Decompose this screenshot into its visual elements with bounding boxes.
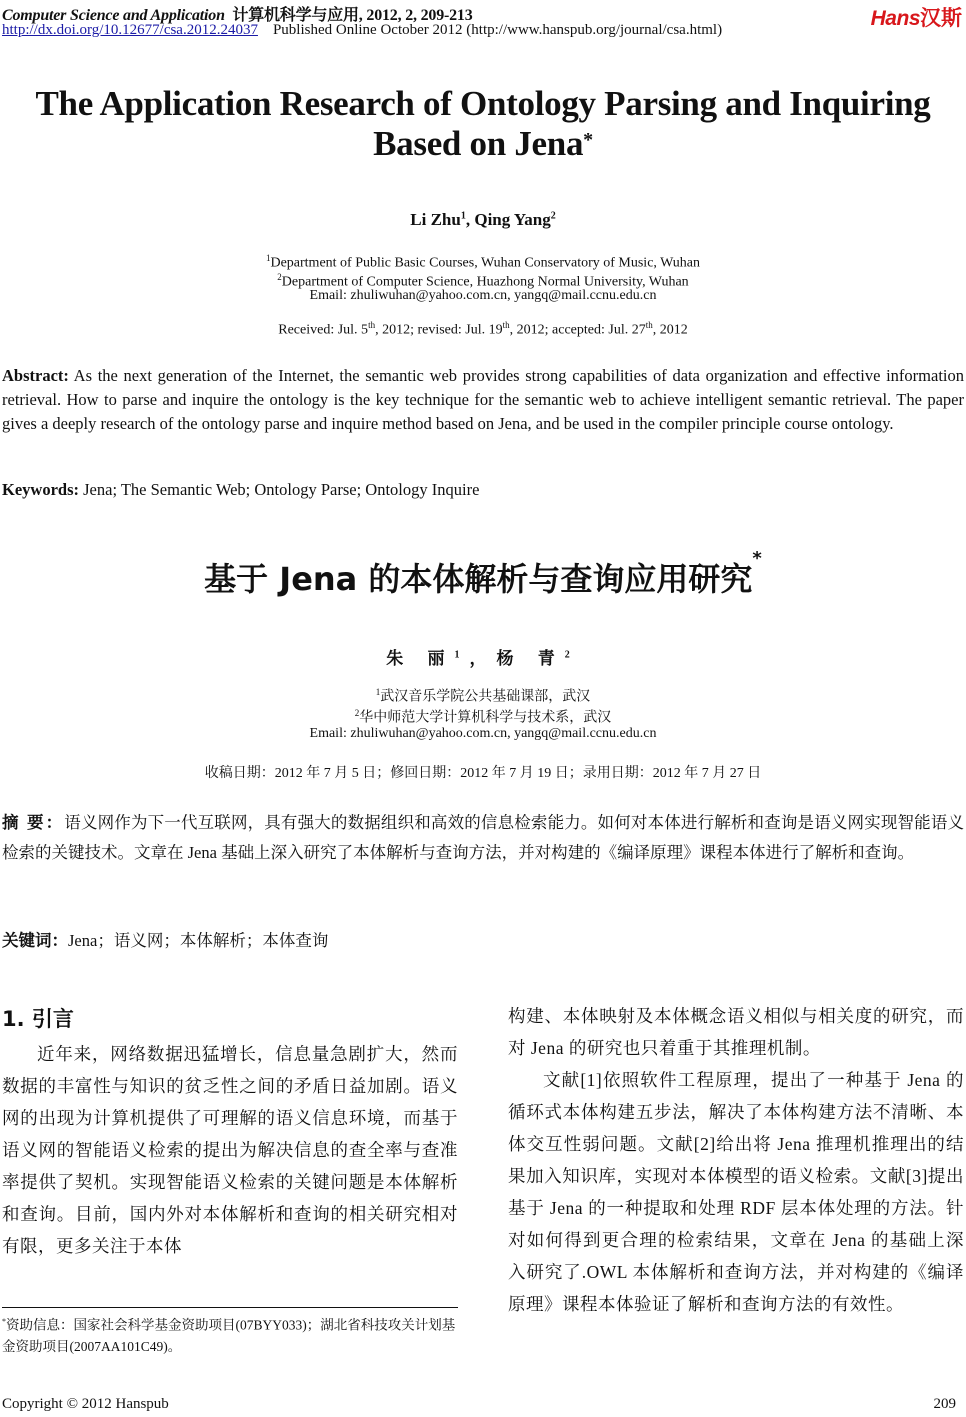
copyright: Copyright © 2012 Hanspub	[2, 1396, 169, 1412]
section-heading-introduction: 1. 引言	[2, 1007, 74, 1031]
paper-title-cn: 基于 Jena 的本体解析与查询应用研究*	[204, 548, 762, 598]
page-number: 209	[933, 1396, 956, 1412]
logo-latin: Hans	[870, 7, 920, 30]
title-cn-footnote-mark: *	[752, 548, 762, 569]
keywords-text: Jena; The Semantic Web; Ontology Parse; Ontology Inquire	[79, 480, 480, 499]
paper-title-en	[0, 84, 966, 164]
affiliation-cn-2: $^2$华中师范大学计算机科学与技术系，武汉	[354, 708, 612, 726]
affiliation-en-1: $^1$Department of Public Basic Courses, Wuhan Conservatory of Music, Wuhan	[265, 253, 701, 271]
abstract-cn	[2, 808, 964, 868]
abstract-label: Abstract:	[2, 366, 69, 385]
email-en: Email: zhuliwuhan@yahoo.com.cn, yangq@mail.ccnu.edu.cn	[309, 288, 657, 303]
footnote-funding: *资助信息：国家社会科学基金资助项目(07BYY033)；湖北省科技攻关计划基金资助项目(2007AA101C49)。	[2, 1317, 456, 1354]
email-cn: Email: zhuliwuhan@yahoo.com.cn, yangq@mail.ccnu.edu.cn	[309, 726, 657, 741]
journal-name-en: Computer Science and Application	[2, 7, 225, 24]
body-column-left	[2, 1030, 458, 1262]
received-dates-en: Received: Jul. 5th, 2012; revised: Jul. 19th, 2012; accepted: Jul. 27th, 2012	[278, 320, 688, 338]
paragraph: 文献[1]依照软件工程原理，提出了一种基于 Jena 的循环式本体构建五步法，解决了本体构建方法不清晰、本体交互性弱问题。文献[2]给出将 Jena 推理机推理出的结果加入知识库，实现对本体模型的语义检索。文献[3]提出基于 Jena 的一种提取和处理 RDF 层本体处理的方法。针对如何得到更合理的检索结果，文章在 Jena 的基础上深入研究了.OWL 本体解析和查询方法，并对构建的《编译原理》课程本体验证了解析和查询方法的有效性。	[508, 1070, 964, 1314]
affiliation-en-2: $^2$Department of Computer Science, Huazhong Normal University, Wuhan	[277, 272, 689, 290]
keywords-cn	[2, 927, 328, 951]
keywords-cn-label: 关键词：	[2, 931, 68, 950]
title-footnote-mark: *	[583, 129, 593, 151]
logo-cn: 汉斯	[920, 7, 962, 30]
abstract-en	[2, 364, 964, 436]
journal-info-cn: 计算机科学与应用, 2012, 2, 209-213	[232, 7, 473, 24]
footnote-divider	[2, 1307, 458, 1308]
publication-line	[2, 22, 722, 39]
affiliation-cn-1: $^1$武汉音乐学院公共基础课部，武汉	[375, 687, 591, 705]
title-line-2: Based on Jena*	[373, 124, 593, 163]
hans-logo	[871, 2, 962, 32]
received-dates-cn: 收稿日期：2012 年 7 月 5 日；修回日期：2012 年 7 月 19 日；录用日期：2012 年 7 月 27 日	[204, 766, 762, 781]
authors-cn: 朱 丽$^1$，杨 青$^2$	[386, 649, 580, 668]
keywords-label: Keywords:	[2, 480, 79, 499]
paragraph: 构建、本体映射及本体概念语义相似与相关度的研究，而对 Jena 的研究也只着重于其推理机制。	[508, 1006, 964, 1058]
keywords-cn-text: Jena；语义网；本体解析；本体查询	[68, 931, 329, 950]
abstract-cn-text: 语义网作为下一代互联网，具有强大的数据组织和高效的信息检索能力。如何对本体进行解析和查询是语义网实现智能语义检索的关键技术。文章在 Jena 基础上深入研究了本体解析与查询方法，并对构建的《编译原理》课程本体进行了解析和查询。	[2, 813, 965, 862]
title-line-1: The Application Research of Ontology Parsing and Inquiring	[35, 84, 931, 123]
body-column-right	[508, 1000, 964, 1320]
abstract-cn-label: 摘 要：	[2, 813, 65, 832]
paragraph: 近年来，网络数据迅猛增长，信息量急剧扩大，然而数据的丰富性与知识的贫乏性之间的矛盾日益加剧。语义网的出现为计算机提供了可理解的语义信息环境，而基于语义网的智能语义检索的提出为解决信息的查全率与查准率提供了契机。实现智能语义检索的关键问题是本体解析和查询。目前，国内外对本体解析和查询的相关研究相对有限，更多关注于本体	[2, 1044, 458, 1256]
published-info: Published Online October 2012 (http://www.hanspub.org/journal/csa.html)	[272, 22, 723, 38]
abstract-text: As the next generation of the Internet, the semantic web provides strong capabilities of data organization and effective information retrieval. How to parse and inquire the ontology is the key technique for the semantic web to achieve intelligent semantic retrieval. The paper gives a deeply research of the ontology parse and inquire method based on Jena, and be used in the compiler principle course ontology.	[2, 366, 964, 433]
doi-link[interactable]: http://dx.doi.org/10.12677/csa.2012.24037	[2, 22, 258, 38]
keywords-en	[2, 480, 479, 500]
authors-en: Li Zhu$^1$, Qing Yang$^2$	[410, 210, 556, 229]
